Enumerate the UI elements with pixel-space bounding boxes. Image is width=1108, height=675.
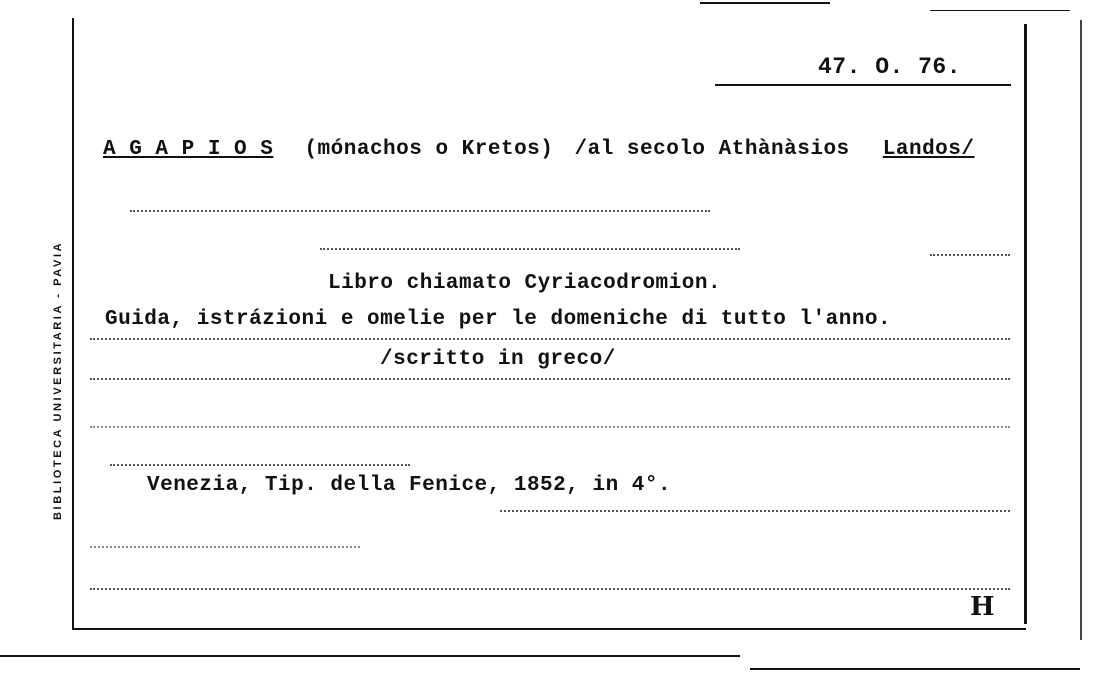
- ruling-line: [90, 426, 1010, 428]
- ruling-line: [110, 464, 410, 466]
- ruling-line: [130, 210, 710, 212]
- ruling-line: [500, 510, 1010, 512]
- title-line-2: Guida, istrázioni e omelie per le domeniche di tutto l'anno.: [105, 308, 892, 331]
- title-line-1: Libro chiamato Cyriacodromion.: [328, 272, 722, 295]
- top-edge-line: [700, 2, 830, 4]
- ruling-line: [320, 248, 740, 250]
- author-name: A G A P I O S: [103, 138, 274, 161]
- author-qualifier: (mónachos o Kretos): [304, 138, 554, 161]
- far-right-edge: [1080, 20, 1082, 640]
- ruling-line: [90, 546, 360, 548]
- ruling-line: [90, 378, 1010, 380]
- bottom-border: [72, 628, 1026, 630]
- library-side-label: BIBLIOTECA UNIVERSITARIA - PAVIA: [52, 240, 64, 520]
- ruling-line: [90, 338, 1010, 340]
- shelfmark: 47. O. 76.: [818, 54, 962, 80]
- left-border: [72, 18, 74, 630]
- handwritten-initial: H: [970, 592, 995, 622]
- imprint: Venezia, Tip. della Fenice, 1852, in 4°.: [147, 474, 672, 497]
- secular-name: /al secolo Athànàsios: [574, 138, 850, 161]
- author-surname: Landos/: [882, 138, 975, 161]
- author-line: [103, 138, 974, 161]
- page-bottom-line-right: [750, 668, 1080, 670]
- shelfmark-rule: [715, 84, 1011, 86]
- ruling-line: [930, 254, 1010, 256]
- top-edge-line-right: [930, 10, 1070, 11]
- right-border: [1024, 24, 1027, 624]
- page-bottom-line: [0, 655, 740, 657]
- ruling-line: [90, 588, 1010, 590]
- language-note: /scritto in greco/: [380, 348, 616, 371]
